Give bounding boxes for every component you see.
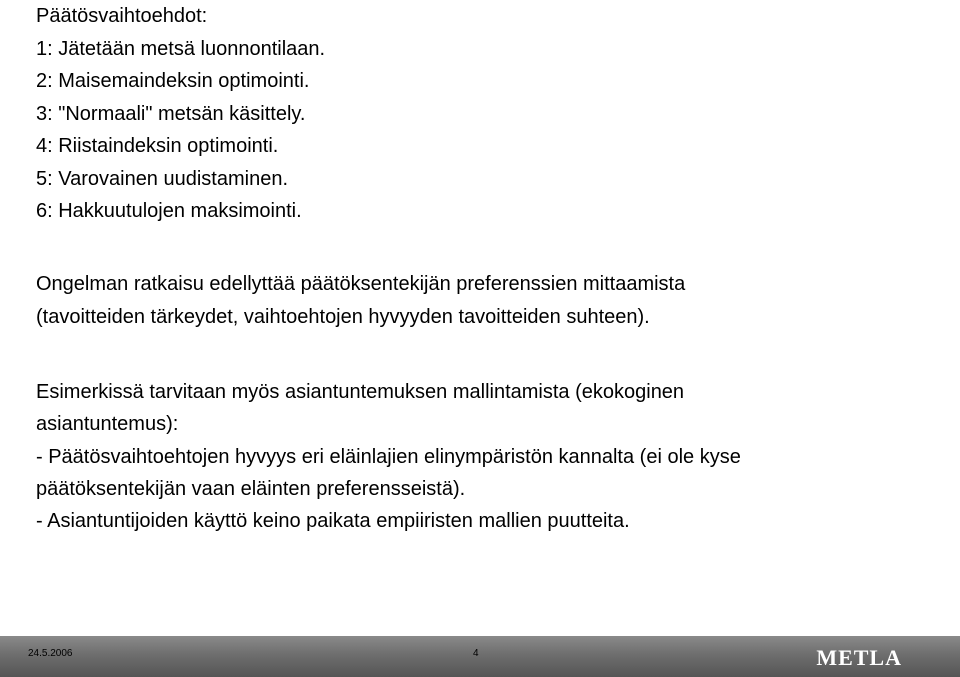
paragraph-preferences xyxy=(36,268,685,333)
footer-date: 24.5.2006 xyxy=(28,648,73,659)
paragraph-expertise xyxy=(36,376,741,537)
slide-content xyxy=(36,0,936,533)
option-item: 5: Varovainen uudistaminen. xyxy=(36,167,289,190)
option-item: 1: Jätetään metsä luonnontilaan. xyxy=(36,37,326,60)
options-heading: Päätösvaihtoehdot: xyxy=(36,5,208,27)
option-item: 6: Hakkuutulojen maksimointi. xyxy=(36,200,302,222)
paragraph-line: asiantuntemus): xyxy=(36,413,179,436)
bullet-line: päätöksentekijän vaan eläinten preferensseistä). xyxy=(36,477,466,500)
paragraph-line: (tavoitteiden tärkeydet, vaihtoehtojen hyvyyden tavoitteiden suhteen). xyxy=(36,305,650,328)
bullet-line: - Asiantuntijoiden käyttö keino paikata empiiristen mallien puutteita. xyxy=(36,510,630,533)
paragraph-line: Esimerkissä tarvitaan myös asiantuntemuksen mallintamista (ekokoginen xyxy=(36,381,685,403)
decision-options xyxy=(36,0,936,228)
metla-logo: METLA xyxy=(816,645,902,670)
paragraph-line: Ongelman ratkaisu edellyttää päätöksentekijän preferenssien mittaamista xyxy=(36,273,686,295)
bullet-line: - Päätösvaihtoehtojen hyvyys eri eläinlajien elinympäristön kannalta (ei ole kyse xyxy=(36,445,741,468)
page-number: 4 xyxy=(473,648,479,659)
option-item: 3: "Normaali" metsän käsittely. xyxy=(36,102,306,125)
slide-footer xyxy=(0,636,960,677)
option-item: 4: Riistaindeksin optimointi. xyxy=(36,135,279,157)
option-item: 2: Maisemaindeksin optimointi. xyxy=(36,70,310,92)
